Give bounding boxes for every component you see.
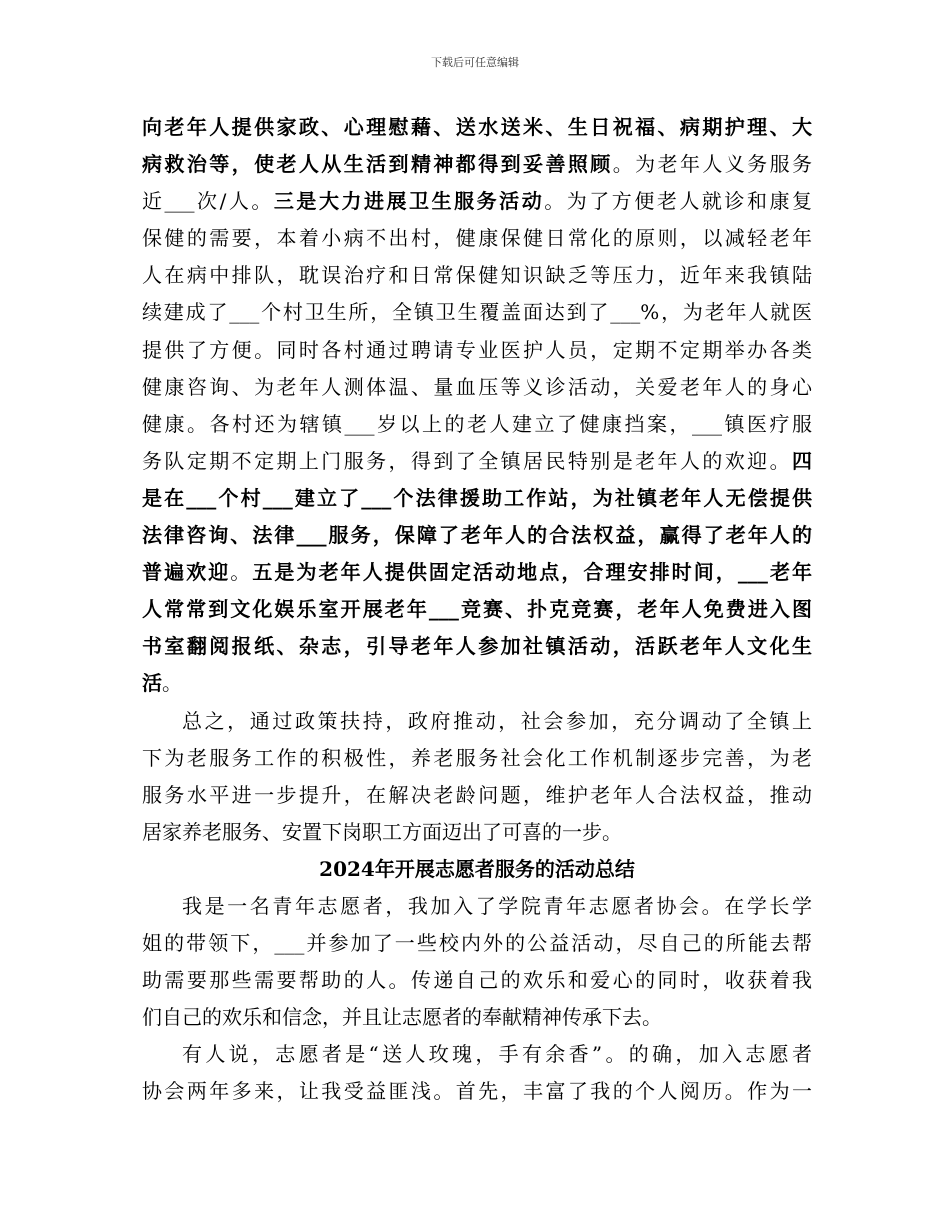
- text-run: 近___次/人。: [142, 189, 274, 214]
- text-line: 服务水平进一步提升，在解决老龄问题，维护老年人合法权益，推动: [142, 782, 812, 807]
- text-line: 有人说，志愿者是“送人玫瑰，手有余香”。的确，加入志愿者: [182, 1042, 812, 1067]
- text-line: [142, 332, 812, 369]
- text-line: [142, 183, 812, 220]
- text-line: [142, 109, 812, 146]
- text-line: [142, 628, 812, 665]
- text-line: 总之，通过政策扶持，政府推动，社会参加，充分调动了全镇上: [182, 708, 812, 733]
- text-line: [142, 443, 812, 480]
- text-line: 协会两年多来，让我受益匪浅。首先，丰富了我的个人阅历。作为一: [142, 1079, 812, 1104]
- document-body: [142, 109, 812, 1111]
- text-run: 务队定期不定期上门服务，得到了全镇居民特别是老年人的欢迎。: [142, 448, 792, 473]
- text-line: 姐的带领下，___并参加了一些校内外的公益活动，尽自己的所能去帮: [142, 931, 812, 956]
- text-run: 五是为老年人提供固定活动地点，合理安排时间，___老年: [252, 560, 813, 585]
- text-run: 。为了方便老人就诊和康复: [544, 189, 813, 214]
- text-run: 活: [142, 671, 162, 696]
- text-run: 。: [230, 560, 253, 585]
- text-run: 普遍欢迎: [142, 560, 231, 585]
- text-run: 向老年人提供家政、心理慰藉、送水送米、生日祝福、病期护理、大: [142, 115, 812, 139]
- text-line: 下为老服务工作的积极性，养老服务社会化工作机制逐步完善，为老: [142, 745, 812, 770]
- text-run: 保健的需要，本着小病不出村，健康保健日常化的原则，以减轻老年: [142, 226, 812, 251]
- paragraph-services: [142, 109, 812, 703]
- page-header: 下载后可任意编辑: [431, 56, 519, 69]
- text-run: 书室翻阅报纸、杂志，引导老年人参加社镇活动，活跃老年人文化生: [142, 634, 812, 659]
- text-run: 四: [792, 448, 812, 473]
- text-run: 人常常到文化娱乐室开展老年___竞赛、扑克竞赛，老年人免费进入图: [142, 597, 812, 622]
- text-line: 们自己的欢乐和信念，并且让志愿者的奉献精神传承下去。: [142, 1005, 662, 1030]
- text-line: [142, 480, 812, 517]
- text-line: [142, 257, 812, 294]
- paragraph-volunteer-intro: [142, 888, 812, 1036]
- text-line: [142, 146, 812, 183]
- text-run: 是在___个村___建立了___个法律援助工作站，为社镇老年人无偿提供: [142, 485, 812, 510]
- text-line: [142, 369, 812, 406]
- text-line: 居家养老服务、安置下岗职工方面迈出了可喜的一步。: [142, 819, 622, 844]
- paragraph-summary: [142, 703, 812, 851]
- text-line: [142, 517, 812, 554]
- text-run: 三是大力进展卫生服务活动: [273, 189, 545, 214]
- text-run: 人在病中排队，耽误治疗和日常保健知识缺乏等压力，近年来我镇陆: [142, 263, 812, 288]
- text-line: [142, 294, 812, 331]
- text-run: 提供了方便。同时各村通过聘请专业医护人员，定期不定期举办各类: [142, 337, 812, 362]
- text-line: [142, 406, 812, 443]
- text-line: [142, 591, 812, 628]
- text-run: 续建成了___个村卫生所，全镇卫生覆盖面达到了___%，为老年人就医: [142, 300, 812, 325]
- text-run: 健康咨询、为老年人测体温、量血压等义诊活动，关爱老年人的身心: [142, 374, 812, 399]
- text-run: 健康。各村还为辖镇___岁以上的老人建立了健康挡案，___镇医疗服: [142, 411, 812, 436]
- text-line: [142, 554, 812, 591]
- text-line: [142, 665, 812, 702]
- text-line: 助需要那些需要帮助的人。传递自己的欢乐和爱心的同时，收获着我: [142, 968, 812, 993]
- text-line: 我是一名青年志愿者，我加入了学院青年志愿者协会。在学长学: [182, 893, 812, 918]
- document-title: 2024年开展志愿者服务的活动总结: [319, 856, 635, 881]
- text-run: 病救治等，使老人从生活到精神都得到妥善照顾: [142, 152, 613, 177]
- text-run: 法律咨询、法律___服务，保障了老年人的合法权益，赢得了老年人的: [142, 523, 812, 548]
- text-run: 。: [162, 671, 182, 696]
- text-run: 。为老年人义务服务: [612, 152, 813, 177]
- text-line: [142, 220, 812, 257]
- paragraph-volunteer-benefits: [142, 1036, 812, 1110]
